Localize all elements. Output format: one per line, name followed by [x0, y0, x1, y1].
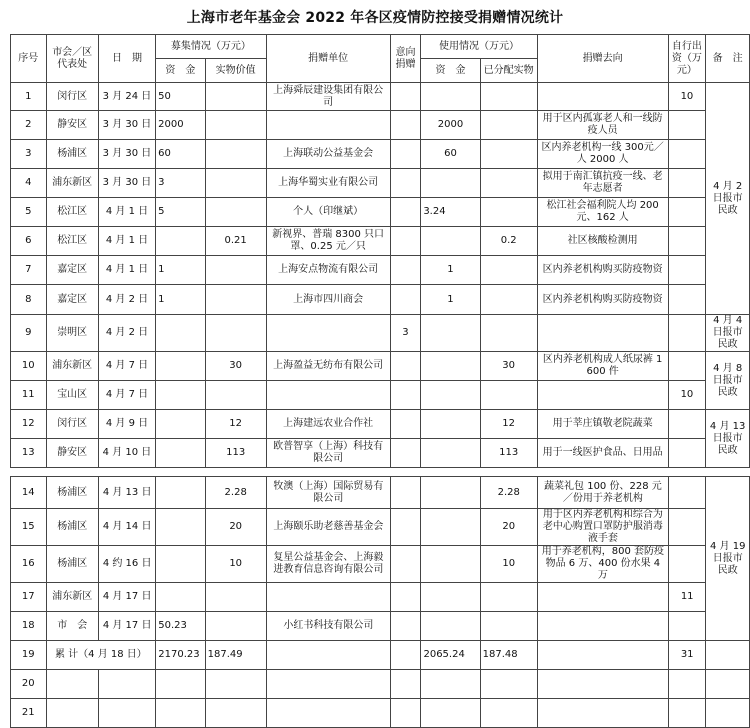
- cell-raise-goods: 113: [205, 439, 266, 468]
- cell-seq: 10: [11, 352, 47, 381]
- cell-intent: [390, 410, 421, 439]
- cell-destination: [537, 641, 668, 670]
- header-donor: 捐赠单位: [266, 35, 390, 83]
- cell-use-goods: [480, 256, 537, 285]
- header-use-goods: 已分配实物: [480, 59, 537, 83]
- donation-table-continued: [10, 476, 750, 728]
- cell-donor: 上海颐乐助老慈善基金会: [266, 509, 390, 546]
- cell-use-cash: [421, 583, 480, 612]
- cell-date: 4 月 10 日: [98, 439, 155, 468]
- cell-intent: [390, 140, 421, 169]
- cell-donor: [266, 111, 390, 140]
- cell-raise-cash: 1: [156, 256, 205, 285]
- cell-intent: [390, 198, 421, 227]
- cell-use-goods: [480, 381, 537, 410]
- cell-donor: 上海舜辰建设集团有限公司: [266, 83, 390, 111]
- cell-raise-cash: [156, 381, 205, 410]
- cell-self-fund: [668, 439, 706, 468]
- cell-self-fund: [668, 169, 706, 198]
- cell-self-fund: 10: [668, 381, 706, 410]
- cell-seq: 1: [11, 83, 47, 111]
- cell-intent: [390, 546, 421, 583]
- cell-use-cash: 3.24: [421, 198, 480, 227]
- cell-donor: 上海建远农业合作社: [266, 410, 390, 439]
- table-row: [11, 612, 750, 641]
- cell-donor: 上海市四川商会: [266, 285, 390, 315]
- header-use-cash: 资 金: [421, 59, 480, 83]
- cell-raise-goods: [205, 583, 266, 612]
- cell-district: 杨浦区: [46, 546, 98, 583]
- cell-raise-goods: 10: [205, 546, 266, 583]
- cell-use-cash: 1: [421, 285, 480, 315]
- cell-district: 嘉定区: [46, 285, 98, 315]
- cell-use-cash: [421, 612, 480, 641]
- cell-raise-goods: [205, 285, 266, 315]
- cell-district: 静安区: [46, 111, 98, 140]
- cell-raise-cash: [156, 509, 205, 546]
- cell-district: 杨浦区: [46, 509, 98, 546]
- table-row: [11, 509, 750, 546]
- total-self-fund: 31: [668, 641, 706, 670]
- cell-destination: 拟用于南汇镇抗疫一线、老年志愿者: [537, 169, 668, 198]
- cell-use-cash: [421, 352, 480, 381]
- cell-use-goods: 12: [480, 410, 537, 439]
- total-raise-goods: 187.49: [205, 641, 266, 670]
- cell-donor: [266, 641, 390, 670]
- cell-date: 4 月 1 日: [98, 227, 155, 256]
- cell-self-fund: [668, 546, 706, 583]
- cell-date: 4 约 16 日: [99, 546, 156, 583]
- cell-remark: 4 月 8 日报市民政: [706, 352, 750, 410]
- cell-use-goods: 20: [480, 509, 537, 546]
- cell-destination: [537, 83, 668, 111]
- cell-seq: 20: [11, 670, 47, 699]
- cell-use-cash: [421, 509, 480, 546]
- cell-intent: [390, 641, 421, 670]
- cell-self-fund: [668, 509, 706, 546]
- header-district: 市会／区代表处: [46, 35, 98, 83]
- cell-date: 4 月 7 日: [98, 352, 155, 381]
- cell-self-fund: [668, 198, 706, 227]
- cell-date: 4 月 17 日: [99, 583, 156, 612]
- cell-intent: [390, 439, 421, 468]
- cell-use-goods: [480, 140, 537, 169]
- cell-raise-cash: 1: [156, 285, 205, 315]
- cell-destination: 区内养老机构一线 300元／人 2000 人: [537, 140, 668, 169]
- table-row: [11, 699, 750, 728]
- cell-date: 3 月 30 日: [98, 140, 155, 169]
- cell-intent: [390, 612, 421, 641]
- cell-raise-goods: 2.28: [205, 477, 266, 509]
- cell-use-cash: [421, 381, 480, 410]
- cell-district: 杨浦区: [46, 140, 98, 169]
- cell-intent: [390, 227, 421, 256]
- page-title: 上海市老年基金会 2022 年各区疫情防控接受捐赠情况统计: [186, 10, 564, 26]
- cell-use-cash: [421, 439, 480, 468]
- cell-district: 闵行区: [46, 410, 98, 439]
- table-row: [11, 140, 750, 169]
- cell-raise-goods: [205, 381, 266, 410]
- cell-district: 宝山区: [46, 381, 98, 410]
- table-row: [11, 256, 750, 285]
- cell-donor: 上海盈益无纺布有限公司: [266, 352, 390, 381]
- cell-raise-goods: [205, 315, 266, 352]
- cell-date: 4 月 7 日: [98, 381, 155, 410]
- cell-self-fund: [668, 315, 706, 352]
- cell-seq: 15: [11, 509, 47, 546]
- table-row: [11, 285, 750, 315]
- cell-remark: 4 月 13 日报市民政: [706, 410, 750, 468]
- cell-destination: [537, 315, 668, 352]
- header-intent: 意向捐赠: [390, 35, 421, 83]
- total-use-goods: 187.48: [480, 641, 537, 670]
- cell-destination: 区内养老机构购买防疫物资: [537, 256, 668, 285]
- table-row: [11, 352, 750, 381]
- cell-destination: 松江社会福利院人均 200 元、162 人: [537, 198, 668, 227]
- cell-seq: 16: [11, 546, 47, 583]
- cell-donor: 复星公益基金会、上海毅进教育信息咨询有限公司: [266, 546, 390, 583]
- cell-date: 4 月 17 日: [99, 612, 156, 641]
- cell-seq: 19: [11, 641, 47, 670]
- cell-use-cash: 2000: [421, 111, 480, 140]
- cell-use-cash: [421, 410, 480, 439]
- cell-date: 3 月 24 日: [98, 83, 155, 111]
- cell-district: 松江区: [46, 227, 98, 256]
- table-row: [11, 439, 750, 468]
- cell-seq: 2: [11, 111, 47, 140]
- cell-self-fund: 11: [668, 583, 706, 612]
- cell-raise-cash: 60: [156, 140, 205, 169]
- cell-self-fund: [668, 111, 706, 140]
- cell-date: 4 月 2 日: [98, 285, 155, 315]
- cell-self-fund: 10: [668, 83, 706, 111]
- cell-raise-cash: 3: [156, 169, 205, 198]
- cell-self-fund: [668, 285, 706, 315]
- cell-self-fund: [668, 140, 706, 169]
- cell-use-goods: 2.28: [480, 477, 537, 509]
- cell-seq: 7: [11, 256, 47, 285]
- cell-raise-cash: [156, 546, 205, 583]
- cell-raise-goods: 0.21: [205, 227, 266, 256]
- cell-use-goods: 10: [480, 546, 537, 583]
- cell-intent: [390, 285, 421, 315]
- table-row: [11, 169, 750, 198]
- cell-raise-goods: [205, 111, 266, 140]
- cell-raise-cash: 5: [156, 198, 205, 227]
- cell-donor: 个人（印继斌）: [266, 198, 390, 227]
- cell-use-cash: [421, 169, 480, 198]
- table-row: [11, 477, 750, 509]
- cell-district: 市 会: [46, 612, 98, 641]
- cell-remark: 4 月 2 日报市民政: [706, 83, 750, 315]
- table-row: [11, 198, 750, 227]
- table-row: [11, 111, 750, 140]
- cell-destination: 用于区内养老机构和综合为老中心购置口罩防护服消毒液手套: [537, 509, 668, 546]
- cell-use-goods: [480, 285, 537, 315]
- table-row: [11, 583, 750, 612]
- cell-seq: 18: [11, 612, 47, 641]
- cell-destination: 蔬菜礼包 100 份、228 元／份用于养老机构: [537, 477, 668, 509]
- cell-use-cash: [421, 315, 480, 352]
- cell-donor: 小红书科技有限公司: [266, 612, 390, 641]
- cell-self-fund: [668, 410, 706, 439]
- cell-self-fund: [668, 227, 706, 256]
- cell-raise-goods: [205, 612, 266, 641]
- cell-district: 崇明区: [46, 315, 98, 352]
- cell-use-cash: [421, 83, 480, 111]
- cell-intent: 3: [390, 315, 421, 352]
- total-row: [11, 641, 750, 670]
- cell-donor: [266, 315, 390, 352]
- cell-date: 3 月 30 日: [98, 169, 155, 198]
- cell-raise-cash: [156, 315, 205, 352]
- cell-intent: [390, 477, 421, 509]
- cell-raise-goods: [205, 83, 266, 111]
- header-raise-goods: 实物价值: [205, 59, 266, 83]
- cell-seq: 9: [11, 315, 47, 352]
- cell-raise-cash: [156, 583, 205, 612]
- cell-date: 4 月 13 日: [99, 477, 156, 509]
- cell-intent: [390, 256, 421, 285]
- cell-use-cash: [421, 477, 480, 509]
- total-use-cash: 2065.24: [421, 641, 480, 670]
- cell-seq: 13: [11, 439, 47, 468]
- cell-intent: [390, 583, 421, 612]
- cell-use-cash: 1: [421, 256, 480, 285]
- cell-use-goods: [480, 111, 537, 140]
- cell-remark: 4 月 19 日报市民政: [706, 477, 750, 641]
- header-use-group: 使用情况（万元）: [421, 35, 537, 59]
- cell-destination: 区内养老机构购买防疫物资: [537, 285, 668, 315]
- cell-intent: [390, 111, 421, 140]
- header-seq: 序号: [11, 35, 47, 83]
- cell-self-fund: [668, 256, 706, 285]
- cell-donor: [266, 381, 390, 410]
- header-raise-group: 募集情况（万元）: [156, 35, 267, 59]
- cell-use-goods: [480, 169, 537, 198]
- total-label: 累 计（4 月 18 日）: [46, 641, 156, 670]
- cell-raise-cash: [156, 439, 205, 468]
- cell-destination: [537, 612, 668, 641]
- cell-raise-goods: 30: [205, 352, 266, 381]
- cell-destination: 区内养老机构成人纸尿裤 1600 件: [537, 352, 668, 381]
- cell-donor: 上海华蜀实业有限公司: [266, 169, 390, 198]
- cell-date: 3 月 30 日: [98, 111, 155, 140]
- table-row: [11, 381, 750, 410]
- cell-date: 4 月 9 日: [98, 410, 155, 439]
- header-remark: 备 注: [706, 35, 750, 83]
- cell-district: 松江区: [46, 198, 98, 227]
- cell-district: 静安区: [46, 439, 98, 468]
- header-raise-cash: 资 金: [156, 59, 205, 83]
- cell-raise-goods: [205, 256, 266, 285]
- cell-use-goods: 30: [480, 352, 537, 381]
- cell-self-fund: [668, 352, 706, 381]
- cell-donor: [266, 583, 390, 612]
- total-raise-cash: 2170.23: [156, 641, 205, 670]
- cell-district: 浦东新区: [46, 352, 98, 381]
- cell-donor: 新视界、普瑞 8300 只口罩、0.25 元／只: [266, 227, 390, 256]
- cell-raise-cash: [156, 227, 205, 256]
- cell-destination: [537, 381, 668, 410]
- cell-intent: [390, 352, 421, 381]
- cell-use-goods: [480, 83, 537, 111]
- cell-raise-cash: 50.23: [156, 612, 205, 641]
- cell-seq: 6: [11, 227, 47, 256]
- cell-seq: 17: [11, 583, 47, 612]
- cell-self-fund: [668, 477, 706, 509]
- cell-use-goods: 113: [480, 439, 537, 468]
- cell-seq: 3: [11, 140, 47, 169]
- cell-date: 4 月 1 日: [98, 198, 155, 227]
- table-row: [11, 410, 750, 439]
- cell-use-goods: [480, 612, 537, 641]
- cell-date: 4 月 1 日: [98, 256, 155, 285]
- cell-district: 浦东新区: [46, 583, 98, 612]
- cell-use-goods: [480, 583, 537, 612]
- cell-intent: [390, 381, 421, 410]
- table-row: [11, 315, 750, 352]
- header-self-fund: 自行出资（万元）: [668, 35, 706, 83]
- cell-seq: 21: [11, 699, 47, 728]
- cell-raise-goods: [205, 169, 266, 198]
- cell-destination: [537, 583, 668, 612]
- cell-donor: 牧澳（上海）国际贸易有限公司: [266, 477, 390, 509]
- cell-donor: 上海联动公益基金会: [266, 140, 390, 169]
- cell-use-goods: [480, 315, 537, 352]
- cell-raise-cash: [156, 352, 205, 381]
- cell-destination: 社区核酸检测用: [537, 227, 668, 256]
- cell-destination: 用于养老机构，800 套防疫物品 6 万、400 份水果 4 万: [537, 546, 668, 583]
- cell-raise-goods: [205, 198, 266, 227]
- cell-seq: 14: [11, 477, 47, 509]
- cell-use-goods: 0.2: [480, 227, 537, 256]
- cell-seq: 8: [11, 285, 47, 315]
- cell-raise-cash: [156, 410, 205, 439]
- cell-remark: 4 月 4 日报市民政: [706, 315, 750, 352]
- cell-use-cash: [421, 546, 480, 583]
- cell-seq: 5: [11, 198, 47, 227]
- table-row: [11, 546, 750, 583]
- table-row: [11, 670, 750, 699]
- cell-intent: [390, 509, 421, 546]
- cell-date: 4 月 2 日: [98, 315, 155, 352]
- cell-use-cash: [421, 227, 480, 256]
- table-row: [11, 227, 750, 256]
- cell-raise-cash: 2000: [156, 111, 205, 140]
- cell-seq: 4: [11, 169, 47, 198]
- cell-seq: 11: [11, 381, 47, 410]
- cell-district: 杨浦区: [46, 477, 98, 509]
- header-date: 日 期: [98, 35, 155, 83]
- cell-destination: 用于莘庄镇敬老院蔬菜: [537, 410, 668, 439]
- cell-intent: [390, 169, 421, 198]
- cell-raise-goods: 20: [205, 509, 266, 546]
- cell-destination: 用于区内孤寡老人和一线防疫人员: [537, 111, 668, 140]
- table-row: [11, 83, 750, 111]
- cell-district: 闵行区: [46, 83, 98, 111]
- cell-raise-cash: [156, 477, 205, 509]
- cell-use-goods: [480, 198, 537, 227]
- cell-district: 浦东新区: [46, 169, 98, 198]
- cell-intent: [390, 83, 421, 111]
- cell-destination: 用于一线医护食品、日用品: [537, 439, 668, 468]
- cell-seq: 12: [11, 410, 47, 439]
- cell-raise-cash: 50: [156, 83, 205, 111]
- header-destination: 捐赠去向: [537, 35, 668, 83]
- cell-donor: 上海安点物流有限公司: [266, 256, 390, 285]
- cell-use-cash: 60: [421, 140, 480, 169]
- donation-table: [10, 34, 750, 468]
- cell-donor: 欧普智享（上海）科技有限公司: [266, 439, 390, 468]
- cell-self-fund: [668, 612, 706, 641]
- cell-raise-goods: 12: [205, 410, 266, 439]
- cell-remark: [706, 641, 750, 670]
- cell-date: 4 月 14 日: [99, 509, 156, 546]
- cell-district: 嘉定区: [46, 256, 98, 285]
- cell-raise-goods: [205, 140, 266, 169]
